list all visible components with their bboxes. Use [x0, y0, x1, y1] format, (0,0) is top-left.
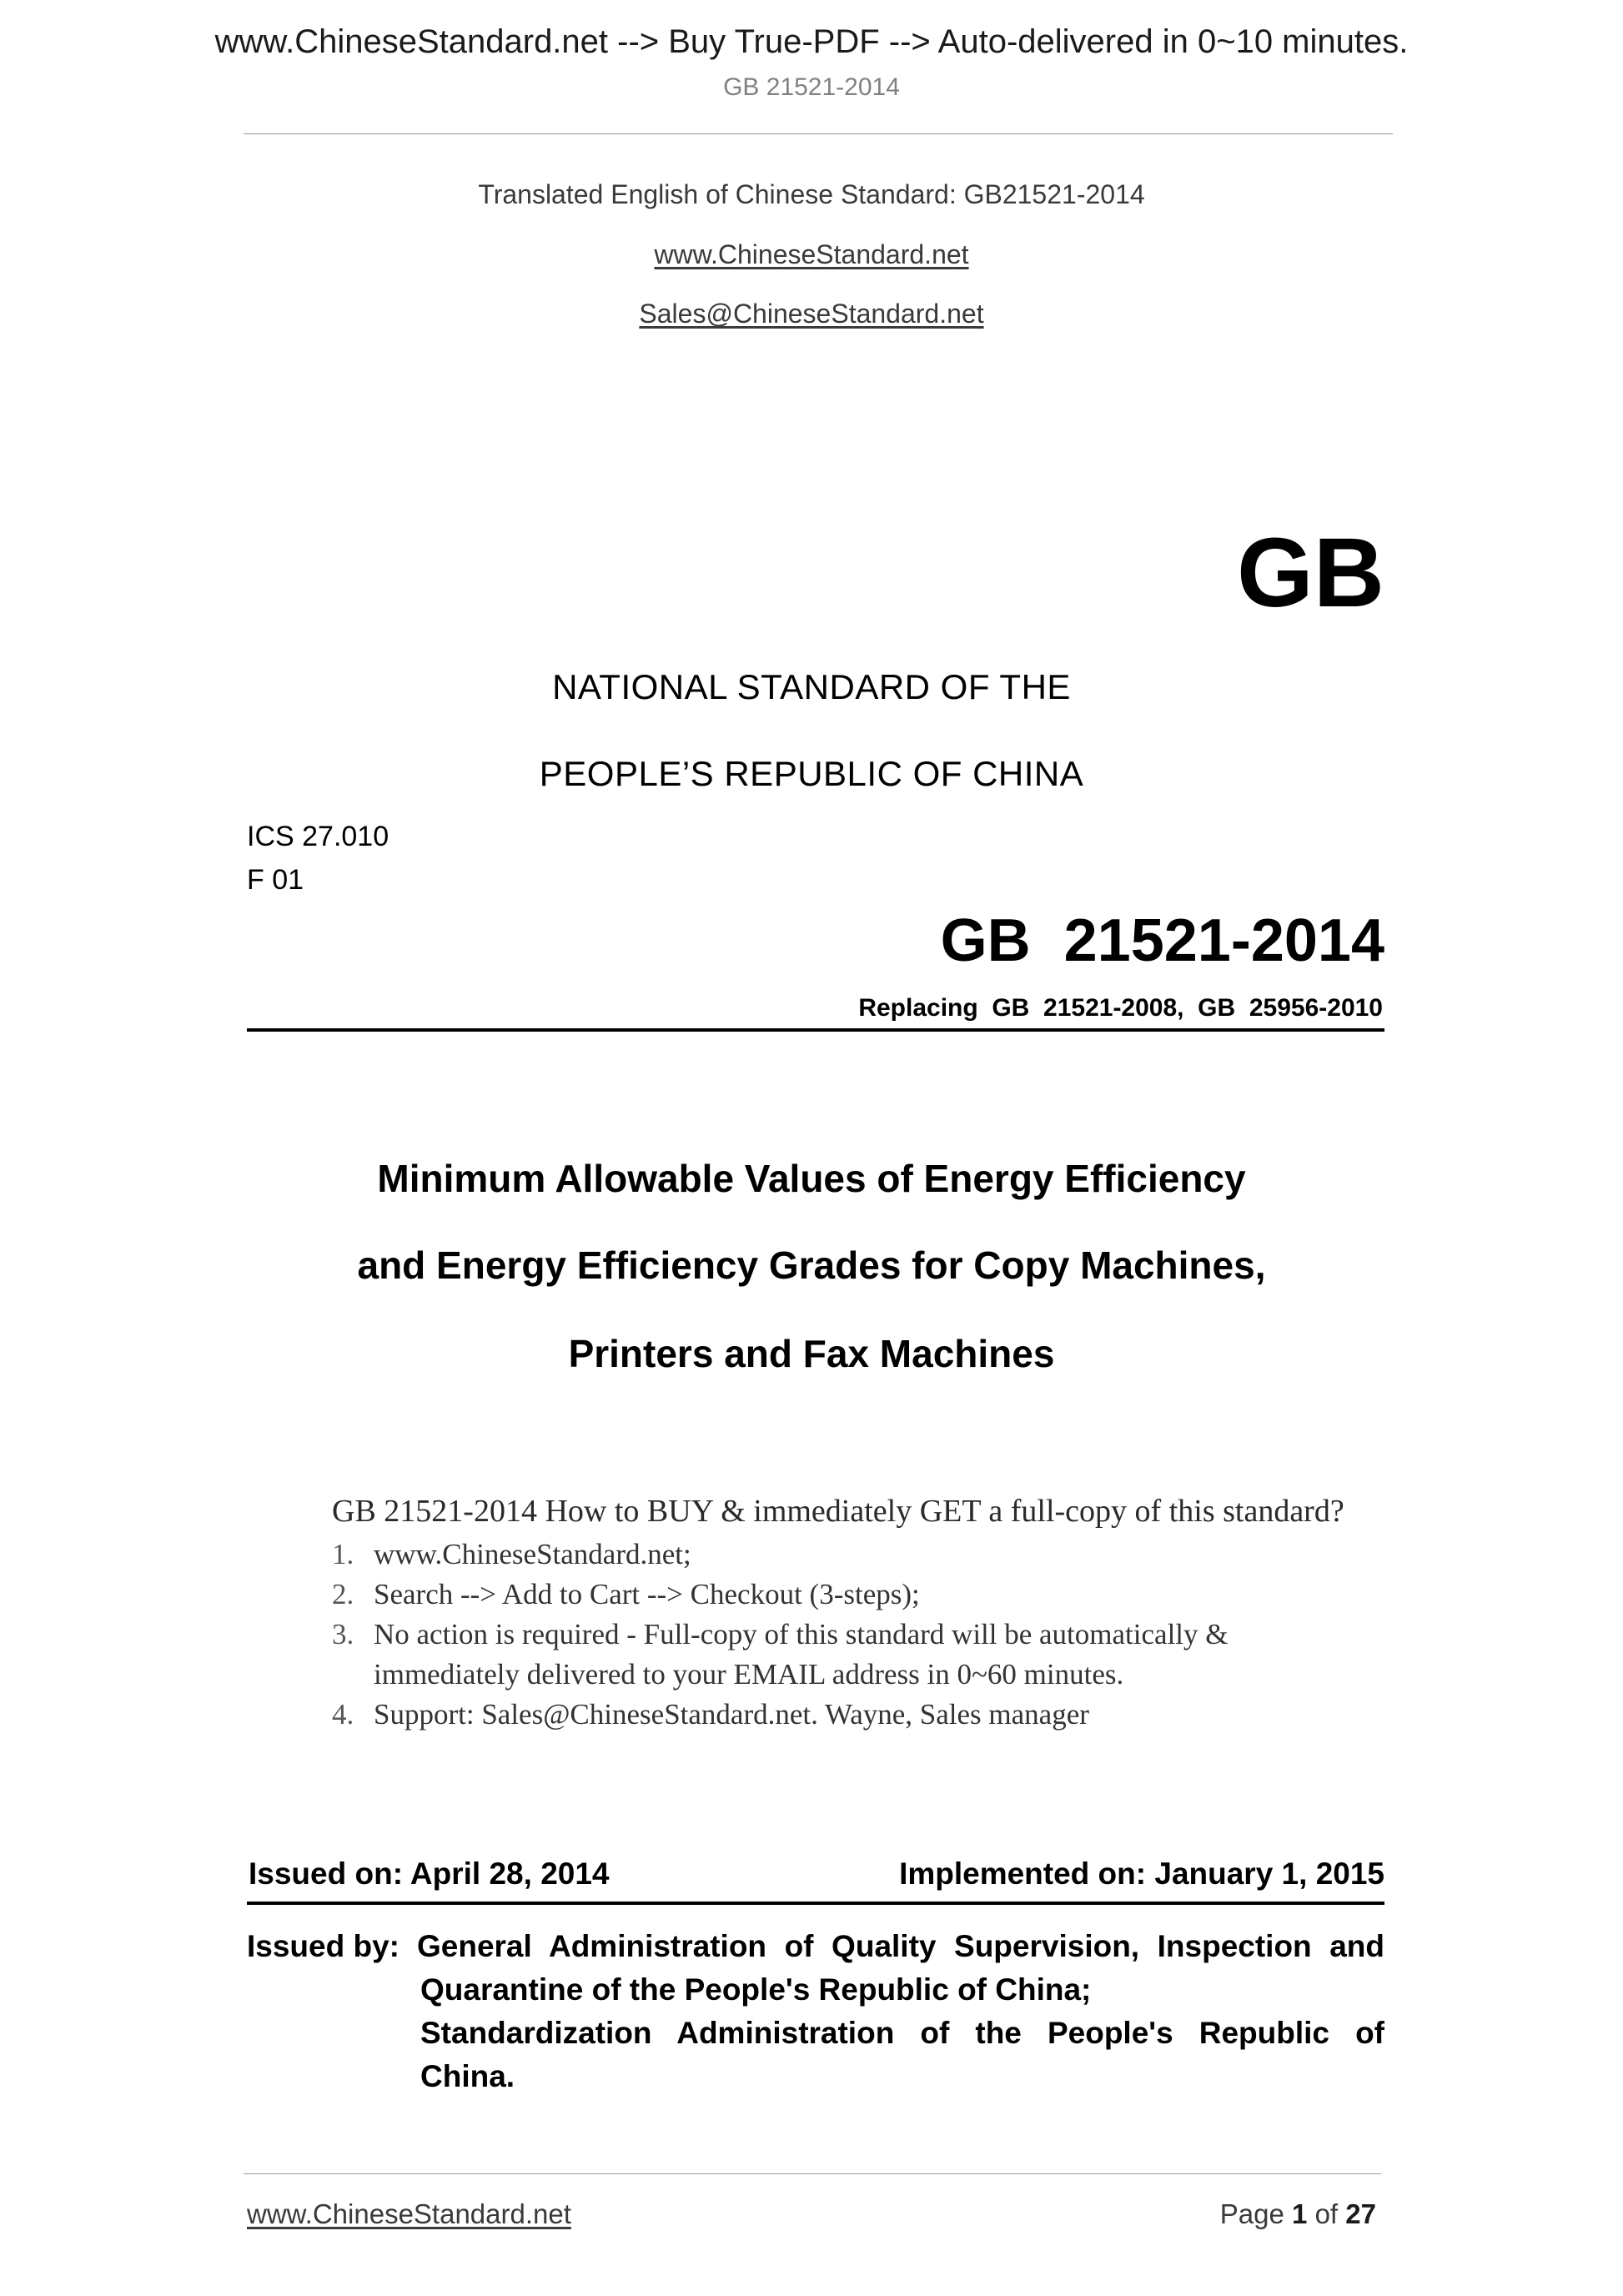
- issuer-line4: China.: [420, 2059, 515, 2093]
- standard-code: GB 21521-2014: [940, 907, 1384, 974]
- implemented-on-date: Implemented on: January 1, 2015: [899, 1856, 1384, 1891]
- footer-website-link[interactable]: www.ChineseStandard.net: [247, 2198, 571, 2229]
- buy-step: [332, 1695, 1344, 1735]
- footer-divider: [244, 2173, 1381, 2174]
- page-of: of: [1314, 2198, 1339, 2229]
- running-header: GB 21521-2014: [723, 73, 900, 101]
- title-line1: Minimum Allowable Values of Energy Efficiency: [377, 1157, 1246, 1200]
- ics-code: ICS 27.010: [247, 821, 389, 852]
- dates-divider: [247, 1902, 1384, 1905]
- step-text: Support: Sales@ChineseStandard.net. Wayne, Sales manager: [374, 1698, 1089, 1731]
- page-current: 1: [1292, 2198, 1308, 2229]
- gb-mark: GB: [1237, 518, 1384, 628]
- replacing-note: Replacing GB 21521-2008, GB 25956-2010: [858, 994, 1383, 1022]
- national-standard-line2: PEOPLE’S REPUBLIC OF CHINA: [539, 754, 1084, 793]
- email-link[interactable]: Sales@ChineseStandard.net: [639, 299, 984, 329]
- translated-line: Translated English of Chinese Standard: GB21521-2014: [478, 179, 1145, 209]
- step-number: 4.: [332, 1698, 354, 1731]
- step-text-continued: immediately delivered to your EMAIL address in 0~60 minutes.: [374, 1658, 1124, 1691]
- page-number: [1220, 2198, 1376, 2230]
- buy-step: [332, 1575, 1344, 1615]
- step-text[interactable]: www.ChineseStandard.net;: [374, 1538, 691, 1570]
- step-text: No action is required - Full-copy of this standard will be automatically &: [374, 1618, 1229, 1650]
- buy-instructions: [332, 1493, 1344, 1735]
- issued-on-date: Issued on: April 28, 2014: [249, 1856, 610, 1891]
- step-number: 3.: [332, 1618, 354, 1650]
- ccs-code: F 01: [247, 864, 304, 896]
- buy-step: [332, 1535, 1344, 1575]
- header-divider: [244, 133, 1393, 134]
- step-number: 1.: [332, 1538, 354, 1570]
- step-number: 2.: [332, 1578, 354, 1610]
- buy-step: [332, 1615, 1344, 1695]
- website-link[interactable]: www.ChineseStandard.net: [654, 239, 969, 269]
- title-divider: [247, 1028, 1384, 1032]
- national-standard-line1: NATIONAL STANDARD OF THE: [552, 667, 1071, 706]
- issuer-line1: General Administration of Quality Supervision, Inspection and: [417, 1929, 1384, 1963]
- title-line3: Printers and Fax Machines: [568, 1332, 1055, 1375]
- issuer-line2: Quarantine of the People's Republic of China;: [420, 1972, 1092, 2007]
- issued-by-block: [247, 1925, 1384, 2098]
- buy-steps: [332, 1535, 1344, 1735]
- page-label: Page: [1219, 2198, 1284, 2229]
- page-total: 27: [1345, 2198, 1376, 2229]
- step-text: Search --> Add to Cart --> Checkout (3-steps);: [374, 1578, 920, 1610]
- top-banner: www.ChineseStandard.net --> Buy True-PDF --> Auto-delivered in 0~10 minutes.: [214, 23, 1409, 60]
- website-link-wrap: [0, 239, 1623, 270]
- title-line2: and Energy Efficiency Grades for Copy Machines,: [357, 1243, 1266, 1287]
- issuer-line3: Standardization Administration of the People's Republic of: [420, 2016, 1384, 2050]
- buy-title: GB 21521-2014 How to BUY & immediately GET a full-copy of this standard?: [332, 1494, 1344, 1529]
- email-link-wrap: [0, 299, 1623, 329]
- issued-by-label: Issued by:: [247, 1929, 399, 1963]
